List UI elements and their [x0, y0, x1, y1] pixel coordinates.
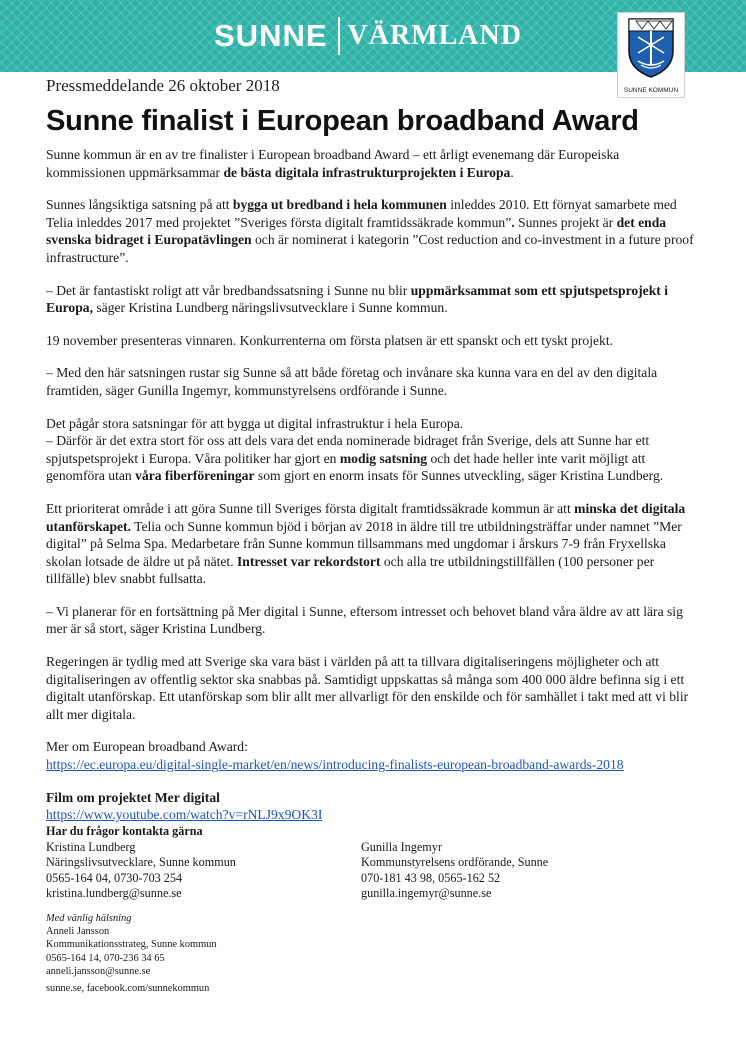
paragraph-government: Regeringen är tydlig med att Sverige ska vara bäst i världen på att ta tillvara digitaliseringens möjligheter och att digitaliseringen av offentlig sektor ska snabbas på. Samtidigt uppskattas så många som 400 000 äldre befinna sig i ett digitalt utanförskap. Ett utanförskap som blir allt mer allvarligt för den enskilde och för samhället i takt med att vi blir allt mer digitala. — [46, 654, 689, 722]
contact-role: Näringslivsutvecklare, Sunne kommun — [46, 855, 236, 870]
bold-text: bygga ut bredband i hela kommunen — [232, 197, 447, 213]
page-title: Sunne finalist i European broadband Award — [46, 105, 639, 137]
text: Sunnes projekt är — [514, 214, 617, 230]
paragraph-strategy — [46, 196, 696, 266]
press-release-date: Pressmeddelande 26 oktober 2018 — [46, 76, 280, 95]
film-block — [46, 789, 696, 824]
paragraph-europe: Det pågår stora satsningar för att bygga ut digital infrastruktur i hela Europa. — [46, 415, 464, 431]
paragraph-intro — [46, 146, 696, 181]
more-info-block — [46, 738, 696, 773]
paragraph-quote-lundberg — [46, 282, 696, 317]
text: säger Kristina Lundberg näringslivsutvecklare i Sunne kommun. — [92, 300, 448, 316]
contact-phone[interactable]: 070-181 43 98, 0565-162 52 — [361, 870, 501, 885]
brand-divider — [338, 17, 340, 55]
youtube-link[interactable]: https://www.youtube.com/watch?v=rNLJ9x9OK3I — [46, 807, 323, 823]
text: – Det är fantastiskt roligt att vår bredbandssatsning i Sunne nu blir — [46, 282, 411, 298]
sender-phone[interactable]: 0565-164 14, 070-236 34 65 — [46, 952, 165, 964]
paragraph-quote-extra — [46, 432, 696, 485]
bold-text: våra fiberföreningar — [135, 468, 255, 484]
contacts-section — [46, 824, 696, 901]
text: Telia och Sunne kommun bjöd i början av 2018 in äldre till tre utbildningsträffar under namnet ”Mer digital” på Selma Spa. Medarbetare från Sunne kommun tillsammans med ungdomar i årskurs 7-9 från Fryxellska skolan lotsade de äldre ut på nätet. — [46, 518, 682, 569]
text: – Därför är det extra stort för oss att dels vara det enda nominerade bidraget från Sverige, dels att Sunne har ett spjutspetsprojekt i Europa. Våra politiker har gjort en — [46, 433, 650, 466]
sender-email[interactable]: anneli.jansson@sunne.se — [46, 965, 151, 977]
bold-text: det enda svenska bidraget i Europatävlingen — [46, 214, 667, 248]
contact-phone[interactable]: 0565-164 04, 0730-703 254 — [46, 870, 183, 885]
paragraph-winner: 19 november presenteras vinnaren. Konkurrenterna om första platsen är ett spanskt och ett tyskt projekt. — [46, 332, 613, 348]
contact-name: Kristina Lundberg — [46, 840, 136, 854]
award-link[interactable]: https://ec.europa.eu/digital-single-market/en/news/introducing-finalists-european-broadband-awards-2018 — [46, 757, 624, 773]
text: inleddes 2010. Ett förnyat samarbete med Telia inleddes 2017 med projektet ”Sveriges första digitalt framtidssäkrade kommun” — [46, 197, 677, 230]
bold-text: minska det digitala utanförskapet. — [46, 500, 686, 534]
text: och alla tre utbildningstillfällen (100 personer per tillfälle) blev snabbt fullsatta. — [46, 553, 655, 587]
contact-email[interactable]: gunilla.ingemyr@sunne.se — [361, 886, 492, 901]
article-body — [46, 146, 696, 839]
film-label: Film om projektet Mer digital — [46, 789, 220, 805]
coat-of-arms-icon — [626, 17, 676, 79]
contact-name: Gunilla Ingemyr — [361, 840, 442, 854]
contact-card-lundberg — [46, 840, 236, 902]
signature-block — [46, 912, 446, 995]
bold-text: modig satsning — [339, 450, 428, 466]
paragraph-digital-exclusion — [46, 500, 696, 588]
more-info-label: Mer om European broadband Award: — [46, 739, 248, 755]
bold-text: . — [511, 214, 515, 230]
contact-email[interactable]: kristina.lundberg@sunne.se — [46, 886, 182, 901]
text: Sunnes långsiktiga satsning på att — [46, 197, 233, 213]
text: och är nominerat i kategorin ”Cost reduction and co-investment in a future proof infrastructure”. — [46, 232, 694, 265]
logo-caption: SUNNE KOMMUN — [623, 87, 679, 94]
municipality-logo[interactable] — [617, 12, 685, 98]
greeting: Med vänlig hälsning — [46, 913, 132, 924]
text: Sunne kommun är en av tre finalister i European broadband Award – ett årligt evenemang där Europeiska kommissionen uppmärksammar — [46, 147, 620, 180]
brand-varmland: VÄRMLAND — [347, 20, 522, 51]
bold-text: de bästa digitala infrastrukturprojekten i Europa — [223, 164, 511, 180]
text: . — [510, 164, 514, 180]
sender-web[interactable]: sunne.se, facebook.com/sunnekommun — [46, 983, 210, 995]
brand-wordmark[interactable] — [214, 14, 522, 58]
text: Ett prioriterat område i att göra Sunne till Sveriges första digitalt framtidssäkrade kommun är att — [46, 500, 575, 516]
contact-role: Kommunstyrelsens ordförande, Sunne — [361, 855, 549, 870]
text: och det hade heller inte varit möjligt att genomföra utan — [46, 450, 646, 484]
paragraph-quote-ingemyr: – Med den här satsningen rustar sig Sunne så att både företag och invånare ska kunna vara en del av den digitala framtiden, säger Gunilla Ingemyr, kommunstyrelsens ordförande i Sunne. — [46, 365, 658, 398]
paragraph-continuation: – Vi planerar för en fortsättning på Mer digital i Sunne, eftersom intresset och behovet bland våra äldre av att lära sig mer är så stort, säger Kristina Lundberg. — [46, 603, 683, 637]
contacts-heading: Har du frågor kontakta gärna — [46, 824, 203, 838]
sender-name: Anneli Jansson — [46, 926, 110, 938]
contact-card-ingemyr — [361, 840, 548, 902]
brand-sunne: SUNNE — [214, 18, 328, 53]
bold-text: uppmärksammat som ett spjutspetsprojekt i Europa, — [46, 282, 668, 316]
text: som gjort en enorm insats för Sunnes utveckling, säger Kristina Lundberg. — [254, 468, 664, 484]
bold-text: Intresset var rekordstort — [237, 553, 381, 569]
sender-role: Kommunikationsstrateg, Sunne kommun — [46, 939, 217, 951]
